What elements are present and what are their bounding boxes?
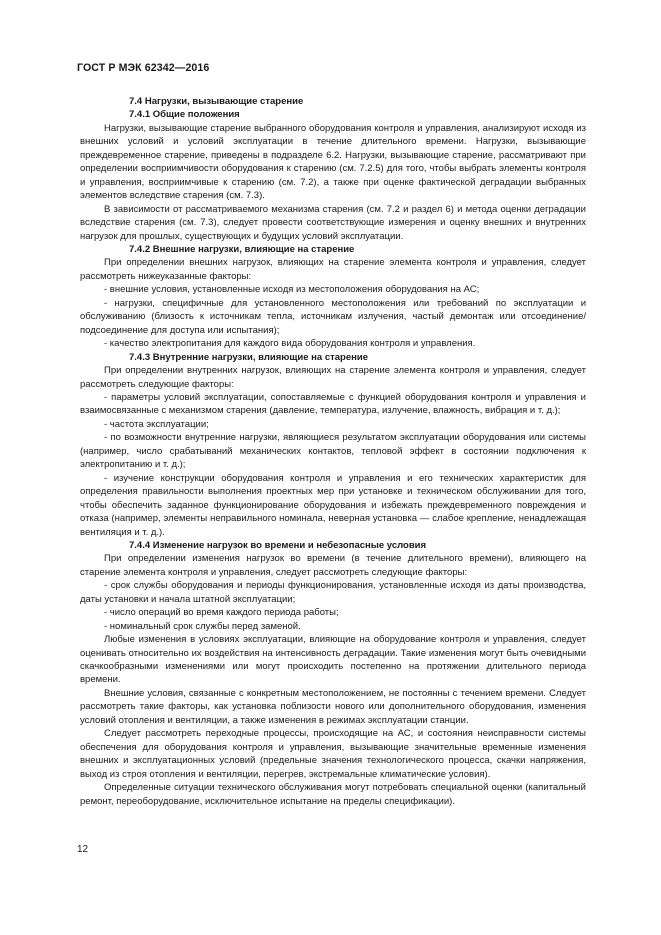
list-item: - срок службы оборудования и периоды функционирования, установленные исходя из даты производства, даты установки и начала штатной эксплуатации; — [80, 580, 586, 605]
paragraph: В зависимости от рассматриваемого механизма старения (см. 7.2 и раздел 6) и метода оценки деградации вследствие старения (см. 7.3), следует провести соответствующие измерения и оценку внешних и внутренних нагрузок для прошлых, существующих и будущих условий эксплуатации. — [80, 203, 586, 242]
subsection-heading-7-4-4: 7.4.4 Изменение нагрузок во времени и небезопасные условия — [129, 539, 427, 551]
list-item: - частота эксплуатации; — [104, 418, 209, 430]
list-item: - число операций во время каждого периода работы; — [104, 607, 339, 619]
paragraph: Внешние условия, связанные с конкретным местоположением, не постоянны с течением времени. Следует рассмотреть такие факторы, как установка поблизости нового или дополнительного оборудования, изменения условий отопления и вентиляции, а также изменения в режимах эксплуатации станции. — [80, 687, 586, 726]
document-body — [80, 95, 586, 808]
subsection-heading-7-4-3: 7.4.3 Внутренние нагрузки, влияющие на старение — [129, 351, 369, 363]
page-number: 12 — [77, 844, 89, 855]
paragraph: Определенные ситуации технического обслуживания могут потребовать специальной оценки (капитальный ремонт, переоборудование, исключительное испытание на пределы спецификации). — [80, 782, 586, 807]
paragraph: При определении изменения нагрузок во времени (в течение длительного времени), влияющего на старение элемента контроля и управления, следует рассмотреть следующие факторы: — [80, 553, 586, 578]
list-item: - параметры условий эксплуатации, сопоставляемые с функцией оборудования контроля и управления и взаимосвязанные с механизмом старения (давление, температура, излучение, влажность, вибрация и т. д.); — [80, 391, 586, 417]
list-item: - изучение конструкции оборудования контроля и управления и его технических характеристик для определения правильности выполнения проектных мер при установке и техническом обслуживании для того, чтобы обеспечить заданное функционирование оборудования и избежать преждевременного повреждения и отказа (например, элементы неправильного номинала, неверная установка — слабое крепление, ненадлежащая вентиляция и т. д.). — [80, 472, 586, 538]
subsection-heading-7-4-2: 7.4.2 Внешние нагрузки, влияющие на старение — [129, 243, 355, 255]
paragraph: Любые изменения в условиях эксплуатации, влияющие на оборудование контроля и управления, следует оценивать относительно их воздействия на интенсивность деградации. Такие изменения могут быть очевидными скачкообразными изменениями или могут происходить постепенно на протяжении длительного периода времени. — [80, 634, 586, 686]
paragraph: Следует рассмотреть переходные процессы, происходящие на АС, и состояния неисправности системы обеспечения для оборудования контроля и управления, вызывающие значительные временные изменения внешних и эксплуатационных условий (предельные значения технологического процесса, скачки напряжения, выход из строя отопления и вентиляции, перегрев, экстремальные климатические условия). — [80, 728, 586, 780]
list-item: - качество электропитания для каждого вида оборудования контроля и управления. — [104, 338, 476, 350]
list-item: - номинальный срок службы перед заменой. — [104, 620, 301, 632]
section-heading-7-4: 7.4 Нагрузки, вызывающие старение — [129, 96, 304, 107]
paragraph: При определении внешних нагрузок, влияющих на старение элемента контроля и управления, следует рассмотреть нижеуказанные факторы: — [80, 257, 586, 282]
list-item: - внешние условия, установленные исходя из местоположения оборудования на АС; — [104, 284, 480, 296]
paragraph: При определении внутренних нагрузок, влияющих на старение элемента контроля и управления, следует рассмотреть следующие факторы: — [80, 365, 586, 390]
list-item: - нагрузки, специфичные для установленного местоположения или требований по эксплуатации и обслуживанию (близость к источникам тепла, источникам излучения, частый демонтаж или отсоединение/подсоединение для доступа или испытания); — [80, 297, 586, 336]
paragraph: Нагрузки, вызывающие старение выбранного оборудования контроля и управления, анализируют исходя из внешних условий и условий эксплуатации в течение длительного времени. Нагрузки, вызывающие преждевременное старение, приведены в подразделе 6.2. Нагрузки, вызывающие старение, рассматривают при определении восприимчивости оборудования к старению (см. 7.2.5) для того, чтобы выбрать элементы контроля и управления, восприимчивые к старению (см. 7.2), а также при оценке фактической деградации выбранных элементов вследствие старения (см. 7.3). — [80, 122, 586, 202]
subsection-heading-7-4-1: 7.4.1 Общие положения — [129, 109, 240, 121]
document-header: ГОСТ Р МЭК 62342—2016 — [77, 62, 210, 74]
list-item: - по возможности внутренние нагрузки, являющиеся результатом эксплуатации оборудования или системы (например, число срабатываний механических контактов, тепловой эффект в состоянии подключения к электропитанию и т. д.); — [80, 432, 586, 471]
